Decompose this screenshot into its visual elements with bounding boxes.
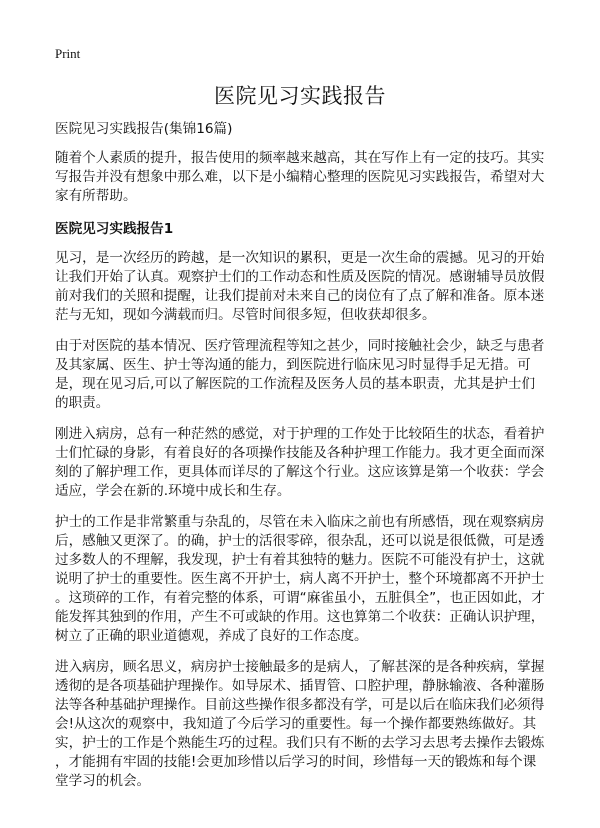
- text-line: 随着个人素质的提升，报告使用的频率越来越高，其在写作上有一定的技巧。其实: [55, 150, 545, 166]
- text-line: 是，现在见习后,可以了解医院的工作流程及医务人员的基本职责，尤其是护士们: [55, 376, 536, 392]
- text-line: 见习，是一次经历的跨越，是一次知识的累积，更是一次生命的震撼。见习的开始: [55, 250, 545, 266]
- text-line: 实，护士的工作是个熟能生巧的过程。我们只有不断的去学习去思考去操作去锻炼: [55, 735, 545, 751]
- text-line: ，才能拥有牢固的技能!会更加珍惜以后学习的时间，珍惜每一天的锻炼和每个课: [55, 754, 537, 770]
- intro-paragraph: [55, 149, 550, 206]
- text-line: 护士的工作是非常繁重与杂乱的，尽管在未入临床之前也有所感悟，现在观察病房: [55, 514, 545, 530]
- document-body: [55, 120, 550, 803]
- text-line: 。这琐碎的工作，有着完整的体系，可谓“麻雀虽小，五脏俱全”，也正因如此，才: [55, 590, 545, 606]
- text-line: 的职责。: [55, 395, 110, 411]
- document-subtitle: 医院见习实践报告(集锦16篇): [55, 121, 233, 137]
- text-line: 茫与无知，现如今满载而归。尽管时间很多短，但收获却很多。: [55, 307, 436, 323]
- text-line: 法等各种基础护理操作。目前这些操作很多都没有学，可是以后在临床我们必须得: [55, 697, 545, 713]
- text-line: 刻的了解护理工作，更具体而详尽的了解这个行业。这应该算是第一个收获：学会: [55, 464, 545, 480]
- text-line: 适应，学会在新的.环境中成长和生存。: [55, 483, 291, 499]
- text-line: 堂学习的机会。: [55, 773, 151, 789]
- text-line: 及其家属、医生、护士等沟通的能力，到医院进行临床见习时显得手足无措。可: [55, 357, 531, 373]
- body-paragraph: [55, 513, 550, 646]
- body-paragraph: [55, 249, 550, 325]
- text-line: 透彻的是各项基础护理操作。如导尿术、插胃管、口腔护理，静脉输液、各种灌肠: [55, 678, 545, 694]
- text-line: 由于对医院的基本情况、医疗管理流程等知之甚少，同时接触社会少，缺乏与患者: [55, 338, 545, 354]
- page-title: 医院见习实践报告: [214, 84, 386, 108]
- text-line: 会!从这次的观察中，我知道了今后学习的重要性。每一个操作都要熟练做好。其: [55, 716, 537, 732]
- text-line: 树立了正确的职业道德观，养成了良好的工作态度。: [55, 628, 368, 644]
- body-paragraph: [55, 425, 550, 501]
- text-line: 家有所帮助。: [55, 188, 137, 204]
- section-paragraphs: [55, 249, 550, 791]
- text-line: 说明了护士的重要性。医生离不开护士，病人离不开护士，整个环境都离不开护士: [55, 571, 545, 587]
- text-line: 士们忙碌的身影，有着良好的各项操作技能及各种护理工作能力。我才更全面而深: [55, 445, 545, 461]
- text-line: 前对我们的关照和提醒，让我们提前对未来自己的岗位有了点了解和准备。原本迷: [55, 288, 545, 304]
- body-paragraph: [55, 658, 550, 791]
- text-line: 写报告并没有想象中那么难，以下是小编精心整理的医院见习实践报告，希望对大: [55, 169, 545, 185]
- print-link[interactable]: Print: [55, 46, 81, 61]
- text-line: 能发挥其独到的作用，产生不可或缺的作用。这也算第二个收获：正确认识护理，: [55, 609, 545, 625]
- text-line: 刚进入病房，总有一种茫然的感觉，对于护理的工作处于比较陌生的状态，看着护: [55, 426, 545, 442]
- body-paragraph: [55, 337, 550, 413]
- section-heading: 医院见习实践报告1: [55, 221, 174, 237]
- text-line: 过多数人的不理解，我发现，护士有着其独特的魅力。医院不可能没有护士，这就: [55, 552, 545, 568]
- text-line: 让我们开始了认真。观察护士们的工作动态和性质及医院的情况。感谢辅导员放假: [55, 269, 545, 285]
- text-line: 进入病房，顾名思义，病房护士接触最多的是病人，了解甚深的是各种疾病，掌握: [55, 659, 545, 675]
- text-line: 后，感触又更深了。的确，护士的活很零碎，很杂乱，还可以说是很低微，可是透: [55, 533, 545, 549]
